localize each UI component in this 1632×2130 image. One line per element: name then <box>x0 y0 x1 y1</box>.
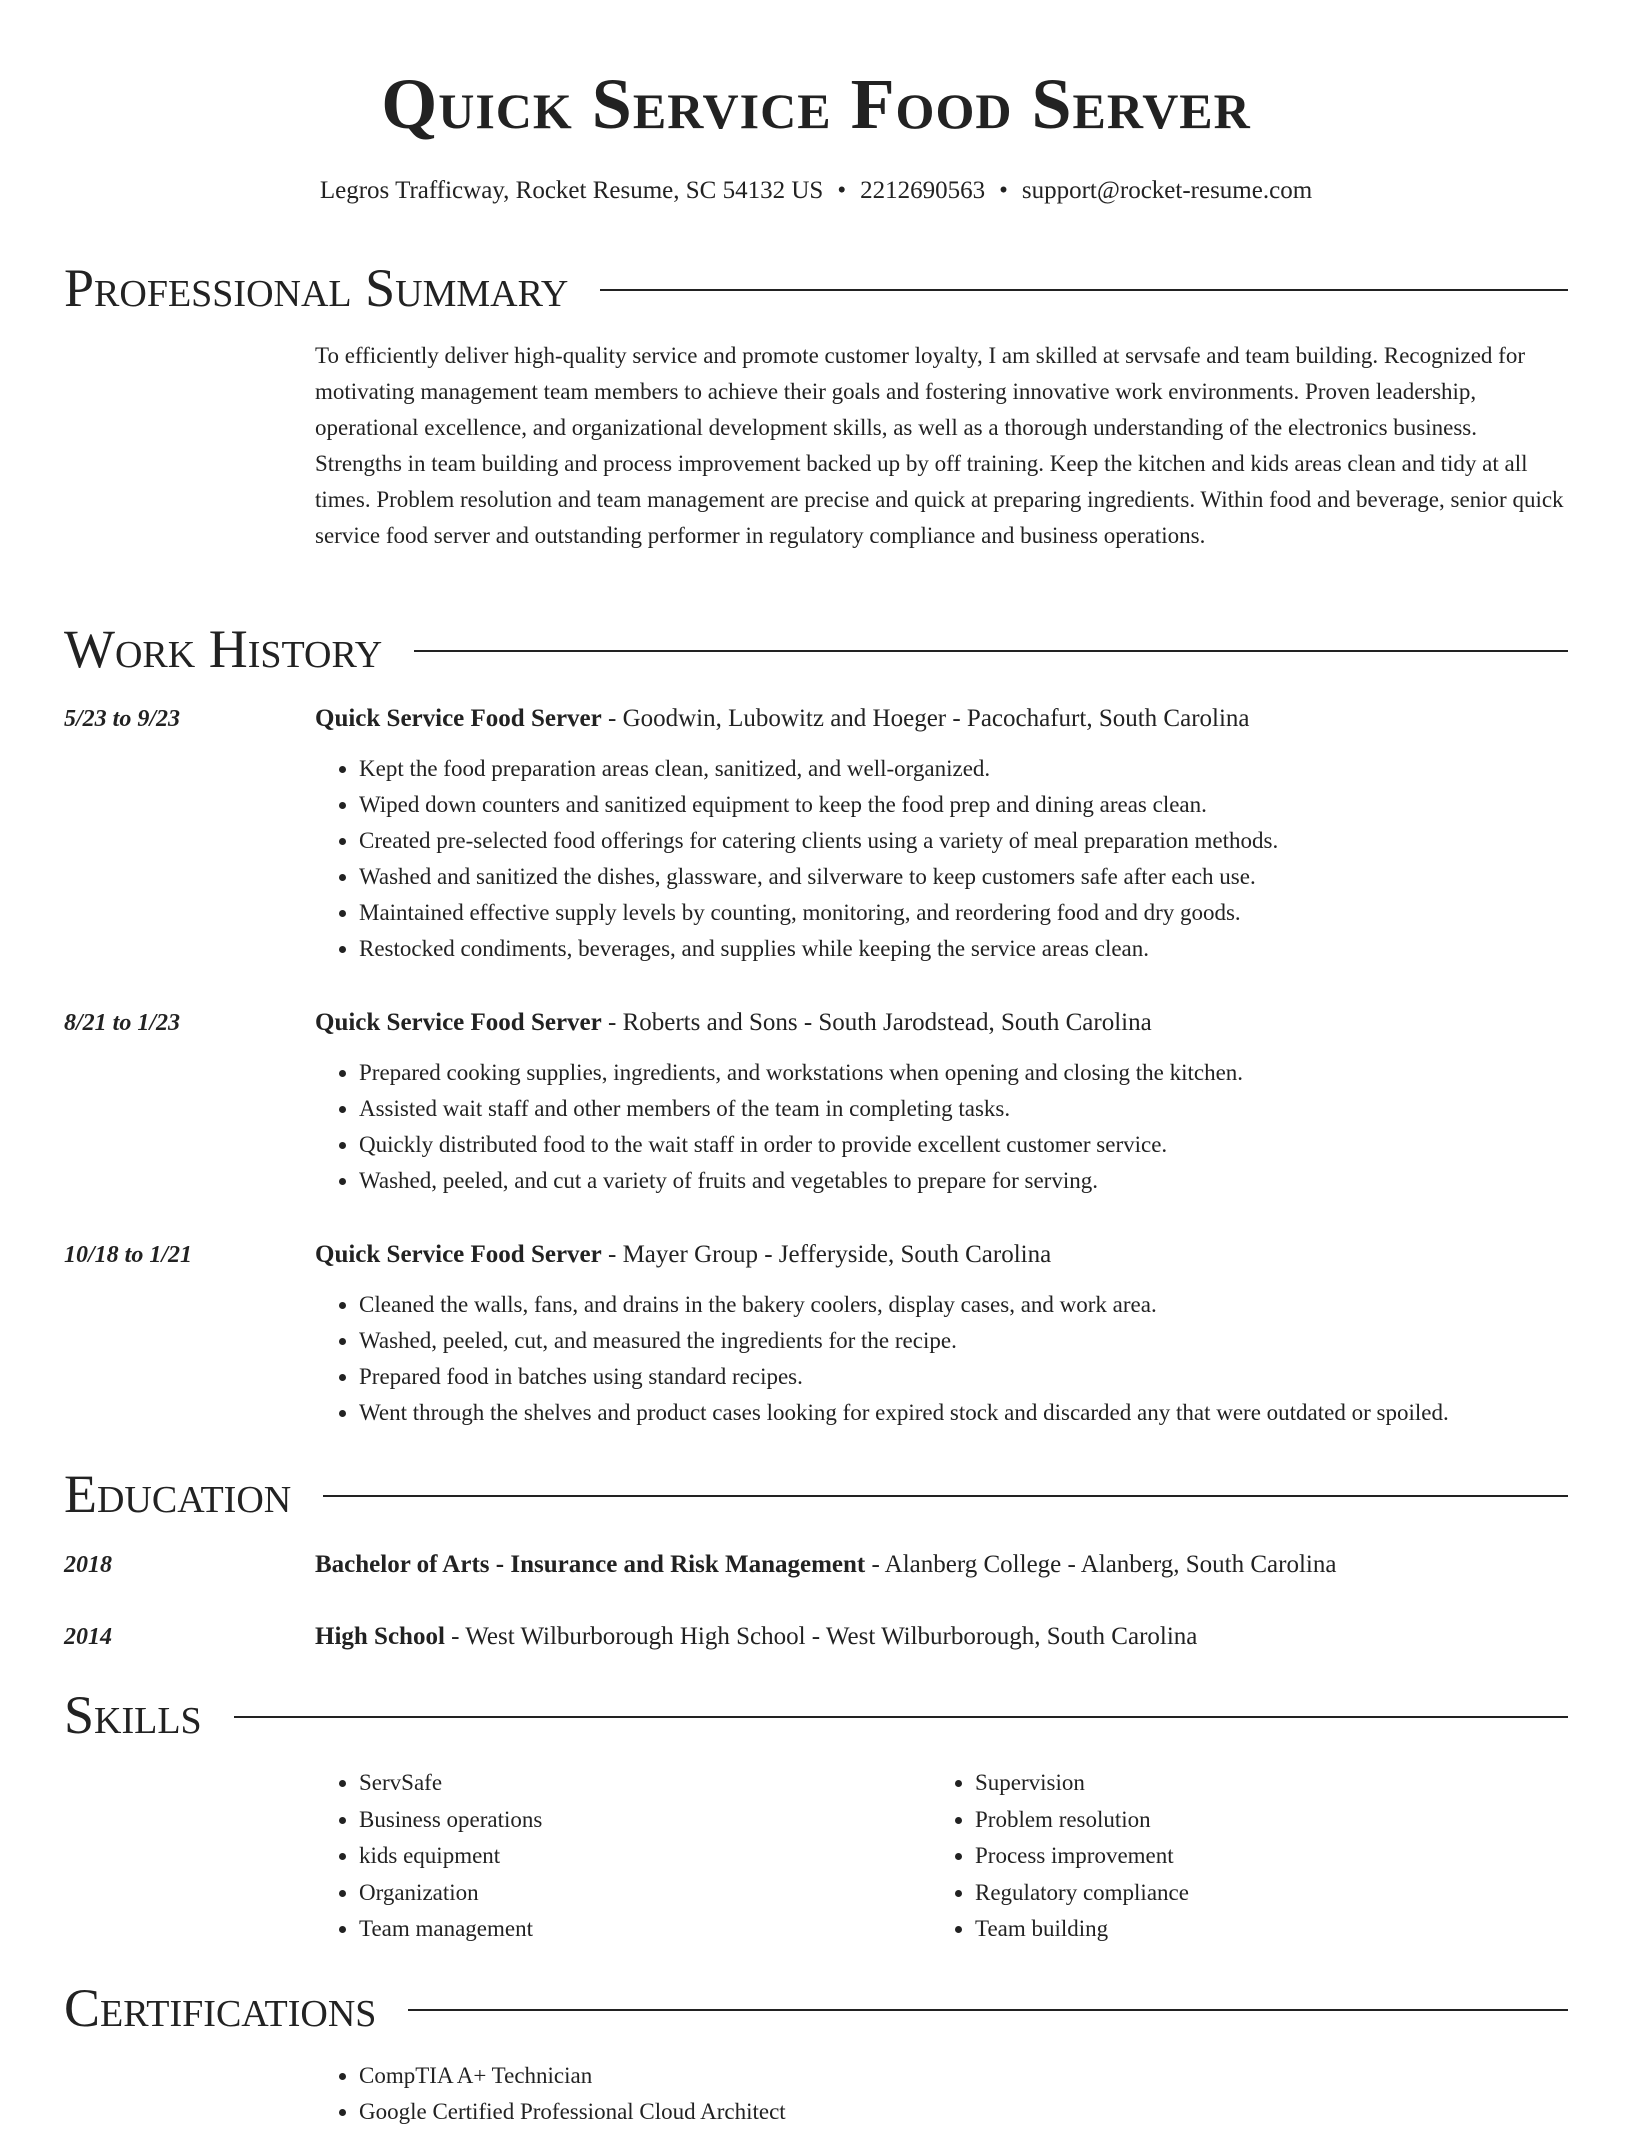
section-divider <box>408 2009 1568 2011</box>
section-title: Education <box>64 1464 292 1524</box>
skill-item: • Team management <box>359 1911 931 1948</box>
section-header-summary <box>64 256 1568 320</box>
contact-line <box>64 174 1568 208</box>
job-dates: 10/18 to 1/21 <box>64 1242 193 1268</box>
education-heading <box>315 1547 1336 1583</box>
skills-column-left <box>315 1765 931 1948</box>
list-item: • Maintained effective supply levels by counting, monitoring, and reordering food and dry goods. <box>359 895 1568 931</box>
section-header-education <box>64 1462 1568 1526</box>
list-item: • Washed, peeled, and cut a variety of fruits and vegetables to prepare for serving. <box>359 1163 1568 1199</box>
contact-email: support@rocket-resume.com <box>1021 177 1313 204</box>
list-item: • Prepared cooking supplies, ingredients, and workstations when opening and closing the kitchen. <box>359 1055 1568 1091</box>
skill-item: • ServSafe <box>359 1765 931 1802</box>
section-divider <box>323 1495 1568 1497</box>
job-heading <box>315 1005 1152 1041</box>
education-year: 2014 <box>64 1624 112 1650</box>
section-header-skills <box>64 1683 1568 1747</box>
skill-item: • Supervision <box>975 1765 1547 1802</box>
education-details: - Alanberg College - Alanberg, South Carolina <box>865 1551 1337 1578</box>
education-degree: High School <box>315 1623 445 1650</box>
job-details: - Goodwin, Lubowitz and Hoeger - Pacochafurt, South Carolina <box>601 705 1250 732</box>
skill-item: • kids equipment <box>359 1838 931 1875</box>
section-title: Certifications <box>64 1978 377 2038</box>
contact-separator: • <box>837 177 847 204</box>
contact-address: Legros Trafficway, Rocket Resume, SC 54132 US <box>319 177 824 204</box>
list-item: • Washed, peeled, cut, and measured the ingredients for the recipe. <box>359 1323 1568 1359</box>
job-heading <box>315 701 1250 737</box>
list-item: • Prepared food in batches using standard recipes. <box>359 1359 1568 1395</box>
section-title: Work History <box>64 619 383 679</box>
summary-text: To efficiently deliver high-quality service and promote customer loyalty, I am skilled at servsafe and team building. Recognized for motivating management team members to achieve their goals and fostering innovative work environments. Proven leadership, operational excellence, and organizational development skills, as well as a thorough understanding of the electronics business. Strengths in team building and process improvement backed up by off training. Keep the kitchen and kids areas clean and tidy at all times. Problem resolution and team management are precise and quick at preparing ingredients. Within food and beverage, senior quick service food server and outstanding performer in regulatory compliance and business operations. <box>315 343 1564 548</box>
certification-item: • Google Certified Professional Cloud Architect <box>359 2094 786 2130</box>
list-item: • Restocked condiments, beverages, and supplies while keeping the service areas clean. <box>359 931 1568 967</box>
section-divider <box>600 289 1568 291</box>
education-details: - West Wilburborough High School - West Wilburborough, South Carolina <box>444 1623 1198 1650</box>
education-degree: Bachelor of Arts - Insurance and Risk Management <box>315 1551 866 1578</box>
list-item: • Kept the food preparation areas clean, sanitized, and well-organized. <box>359 751 1568 787</box>
skills-list <box>315 1765 1568 1948</box>
section-divider <box>234 1716 1568 1718</box>
section-header-work-history <box>64 617 1568 681</box>
job-bullets <box>315 751 1568 967</box>
job-heading <box>315 1237 1051 1273</box>
skill-item: • Regulatory compliance <box>975 1875 1547 1912</box>
list-item: • Quickly distributed food to the wait staff in order to provide excellent customer service. <box>359 1127 1568 1163</box>
contact-separator: • <box>999 177 1008 204</box>
job-role: Quick Service Food Server <box>315 705 602 732</box>
job-role: Quick Service Food Server <box>315 1009 602 1036</box>
section-title: Skills <box>64 1685 202 1745</box>
list-item: • Went through the shelves and product cases looking for expired stock and discarded any that were outdated or spoiled. <box>359 1395 1568 1431</box>
job-dates: 5/23 to 9/23 <box>64 706 181 732</box>
list-item: • Wiped down counters and sanitized equipment to keep the food prep and dining areas clean. <box>359 787 1568 823</box>
education-year: 2018 <box>64 1552 112 1578</box>
list-item: • Created pre-selected food offerings for catering clients using a variety of meal preparation methods. <box>359 823 1568 859</box>
skill-item: • Business operations <box>359 1802 931 1839</box>
skill-item: • Process improvement <box>975 1838 1547 1875</box>
skills-column-right <box>931 1765 1547 1948</box>
section-divider <box>414 650 1568 652</box>
certification-item: • CompTIA A+ Technician <box>359 2058 786 2094</box>
certifications-list <box>315 2058 786 2130</box>
skill-item: • Organization <box>359 1875 931 1912</box>
education-heading <box>315 1619 1197 1655</box>
list-item: • Washed and sanitized the dishes, glassware, and silverware to keep customers safe after each use. <box>359 859 1568 895</box>
section-title: Professional Summary <box>64 258 569 318</box>
skill-item: • Team building <box>975 1911 1547 1948</box>
job-bullets <box>315 1055 1568 1199</box>
contact-phone: 2212690563 <box>860 177 986 204</box>
section-header-certifications <box>64 1976 1568 2040</box>
skill-item: • Problem resolution <box>975 1802 1547 1839</box>
list-item: • Assisted wait staff and other members of the team in completing tasks. <box>359 1091 1568 1127</box>
job-role: Quick Service Food Server <box>315 1241 602 1268</box>
job-details: - Mayer Group - Jefferyside, South Carolina <box>601 1241 1052 1268</box>
list-item: • Cleaned the walls, fans, and drains in the bakery coolers, display cases, and work area. <box>359 1287 1568 1323</box>
page-title: Quick Service Food Server <box>381 64 1251 144</box>
job-bullets <box>315 1287 1568 1431</box>
job-dates: 8/21 to 1/23 <box>64 1010 181 1036</box>
job-details: - Roberts and Sons - South Jarodstead, South Carolina <box>601 1009 1152 1036</box>
